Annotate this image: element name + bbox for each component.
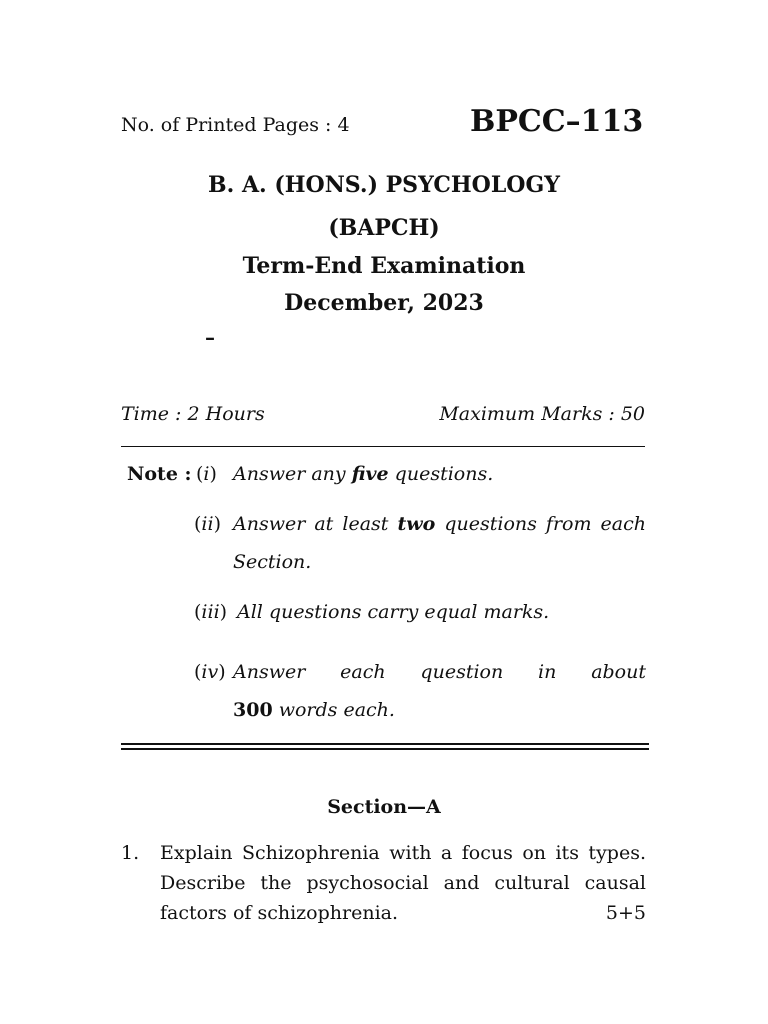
note-item-text-continued: Section.	[233, 551, 312, 573]
note-item-number: (iii)	[194, 601, 228, 623]
double-divider-bottom	[121, 748, 649, 750]
question-line-text: factors of schizophrenia.	[160, 902, 399, 924]
printed-pages-count: No. of Printed Pages : 4	[121, 114, 350, 136]
question-marks: 5+5	[605, 902, 646, 924]
question-line: Describe the psychosocial and cultural causal	[160, 872, 646, 894]
note-item-text-continued: 300 words each.	[233, 699, 395, 721]
maximum-marks: Maximum Marks : 50	[439, 403, 645, 425]
exam-title: Term-End Examination	[242, 253, 526, 279]
dash-mark: –	[205, 325, 215, 349]
time-allowed: Time : 2 Hours	[121, 403, 265, 425]
note-item-number: (ii)	[194, 513, 221, 535]
programme-title: B. A. (HONS.) PSYCHOLOGY	[208, 172, 560, 198]
double-divider-top	[121, 743, 649, 745]
note-item-number: (i)	[196, 463, 217, 485]
question-line: Explain Schizophrenia with a focus on its types.	[160, 842, 646, 864]
note-item-text: Answer at least two questions from each	[233, 513, 646, 535]
note-item-text: All questions carry equal marks.	[237, 601, 550, 623]
note-item-text: Answer each question in about	[233, 661, 646, 683]
section-heading: Section—A	[327, 796, 441, 818]
divider	[121, 446, 645, 447]
question-text	[160, 838, 646, 928]
note-label: Note :	[127, 463, 192, 485]
course-code: BPCC–113	[470, 104, 644, 139]
note-item-text: Answer any five questions.	[233, 463, 494, 485]
note-item-number: (iv)	[194, 661, 226, 683]
question-number: 1.	[121, 842, 140, 864]
programme-code: (BAPCH)	[328, 215, 440, 241]
exam-session: December, 2023	[284, 290, 484, 316]
question-line	[160, 898, 646, 928]
